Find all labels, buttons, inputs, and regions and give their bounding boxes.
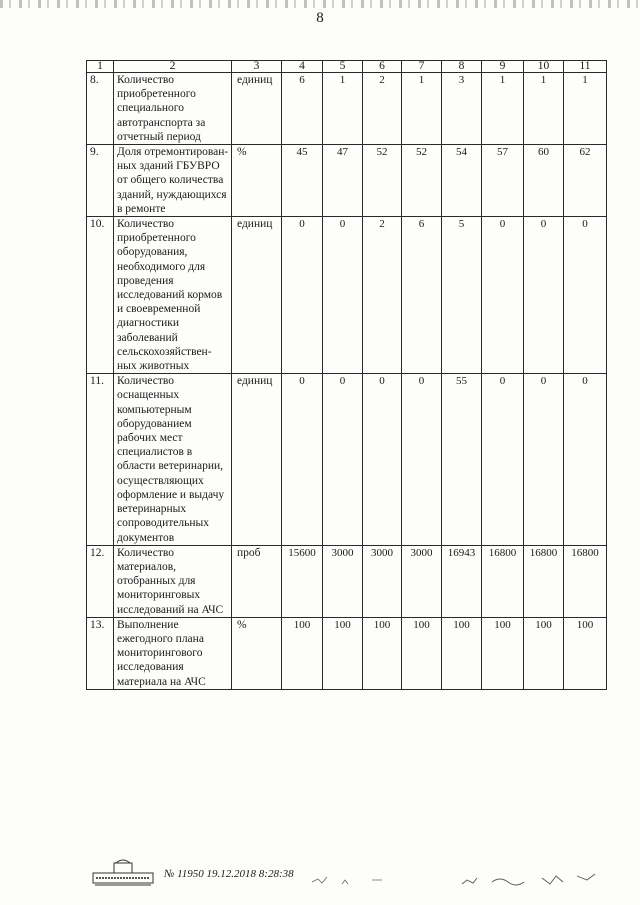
row-number: 13. bbox=[87, 617, 114, 689]
indicator-value: 3 bbox=[442, 73, 482, 145]
registration-number: № 11950 19.12.2018 8:28:38 bbox=[164, 868, 294, 880]
indicator-value: 100 bbox=[482, 617, 524, 689]
indicator-value: 0 bbox=[524, 217, 564, 374]
header-cell-11: 11 bbox=[564, 61, 607, 73]
indicator-value: 100 bbox=[402, 617, 442, 689]
scan-edge-noise bbox=[0, 0, 640, 8]
header-cell-5: 5 bbox=[323, 61, 363, 73]
indicator-value: 45 bbox=[282, 145, 323, 217]
indicator-value: 100 bbox=[564, 617, 607, 689]
header-cell-9: 9 bbox=[482, 61, 524, 73]
indicator-value: 16943 bbox=[442, 545, 482, 617]
indicator-value: 0 bbox=[402, 374, 442, 545]
row-number: 12. bbox=[87, 545, 114, 617]
table-row bbox=[87, 73, 607, 145]
indicator-value: 100 bbox=[442, 617, 482, 689]
indicator-name: Доля отремонтирован-ных зданий ГБУВРО от общего количества зданий, нуждающихся в ремонте bbox=[114, 145, 232, 217]
indicator-value: 1 bbox=[564, 73, 607, 145]
indicator-value: 0 bbox=[282, 374, 323, 545]
row-number: 9. bbox=[87, 145, 114, 217]
indicator-name: Количество приобретенного специального автотранспорта за отчетный период bbox=[114, 73, 232, 145]
indicator-value: 0 bbox=[482, 217, 524, 374]
indicator-value: 15600 bbox=[282, 545, 323, 617]
indicator-name: Количество приобретенного оборудования, необходимого для проведения исследований кормов и своевременной диагностики заболеваний сельскохозяйствен-ных животных bbox=[114, 217, 232, 374]
table-header-row bbox=[87, 61, 607, 73]
indicator-name: Количество оснащенных компьютерным оборудованием рабочих мест специалистов в области ветеринарии, осуществляющих оформление и выдачу ветеринарных сопроводительных документов bbox=[114, 374, 232, 545]
unit-of-measure: единиц bbox=[232, 217, 282, 374]
indicator-value: 0 bbox=[482, 374, 524, 545]
indicator-value: 0 bbox=[323, 374, 363, 545]
row-number: 11. bbox=[87, 374, 114, 545]
table-row bbox=[87, 617, 607, 689]
row-number: 8. bbox=[87, 73, 114, 145]
indicator-value: 16800 bbox=[524, 545, 564, 617]
row-number: 10. bbox=[87, 217, 114, 374]
indicator-value: 100 bbox=[323, 617, 363, 689]
header-cell-6: 6 bbox=[363, 61, 402, 73]
registry-stamp-icon bbox=[92, 858, 154, 886]
indicator-value: 100 bbox=[363, 617, 402, 689]
indicator-value: 60 bbox=[524, 145, 564, 217]
scan-scribble-marks bbox=[302, 862, 612, 892]
header-cell-3: 3 bbox=[232, 61, 282, 73]
unit-of-measure: единиц bbox=[232, 73, 282, 145]
table-row bbox=[87, 545, 607, 617]
page-number: 8 bbox=[316, 10, 324, 26]
indicator-value: 6 bbox=[402, 217, 442, 374]
indicator-value: 1 bbox=[524, 73, 564, 145]
indicator-value: 0 bbox=[524, 374, 564, 545]
indicator-value: 57 bbox=[482, 145, 524, 217]
unit-of-measure: проб bbox=[232, 545, 282, 617]
header-cell-1: 1 bbox=[87, 61, 114, 73]
indicator-name: Количество материалов, отобранных для мониторинговых исследований на АЧС bbox=[114, 545, 232, 617]
indicator-value: 3000 bbox=[402, 545, 442, 617]
indicator-value: 52 bbox=[363, 145, 402, 217]
header-cell-8: 8 bbox=[442, 61, 482, 73]
indicator-value: 100 bbox=[524, 617, 564, 689]
indicator-value: 2 bbox=[363, 217, 402, 374]
indicator-value: 1 bbox=[402, 73, 442, 145]
unit-of-measure: единиц bbox=[232, 374, 282, 545]
indicator-value: 1 bbox=[482, 73, 524, 145]
indicators-table bbox=[86, 60, 607, 690]
header-cell-2: 2 bbox=[114, 61, 232, 73]
indicator-value: 0 bbox=[564, 374, 607, 545]
indicator-value: 6 bbox=[282, 73, 323, 145]
header-cell-10: 10 bbox=[524, 61, 564, 73]
indicator-value: 52 bbox=[402, 145, 442, 217]
indicator-value: 1 bbox=[323, 73, 363, 145]
indicator-value: 16800 bbox=[482, 545, 524, 617]
indicator-value: 62 bbox=[564, 145, 607, 217]
table-row bbox=[87, 374, 607, 545]
indicator-value: 0 bbox=[282, 217, 323, 374]
indicator-value: 5 bbox=[442, 217, 482, 374]
indicator-value: 0 bbox=[564, 217, 607, 374]
indicator-value: 0 bbox=[363, 374, 402, 545]
indicator-value: 16800 bbox=[564, 545, 607, 617]
indicator-value: 3000 bbox=[363, 545, 402, 617]
indicator-value: 47 bbox=[323, 145, 363, 217]
header-cell-7: 7 bbox=[402, 61, 442, 73]
indicator-value: 0 bbox=[323, 217, 363, 374]
indicator-value: 3000 bbox=[323, 545, 363, 617]
footer bbox=[92, 858, 612, 888]
unit-of-measure: % bbox=[232, 617, 282, 689]
unit-of-measure: % bbox=[232, 145, 282, 217]
table-row bbox=[87, 217, 607, 374]
indicator-name: Выполнение ежегодного плана мониторингового исследования материала на АЧС bbox=[114, 617, 232, 689]
table-row bbox=[87, 145, 607, 217]
indicator-value: 54 bbox=[442, 145, 482, 217]
indicator-value: 55 bbox=[442, 374, 482, 545]
indicator-value: 2 bbox=[363, 73, 402, 145]
header-cell-4: 4 bbox=[282, 61, 323, 73]
indicator-value: 100 bbox=[282, 617, 323, 689]
